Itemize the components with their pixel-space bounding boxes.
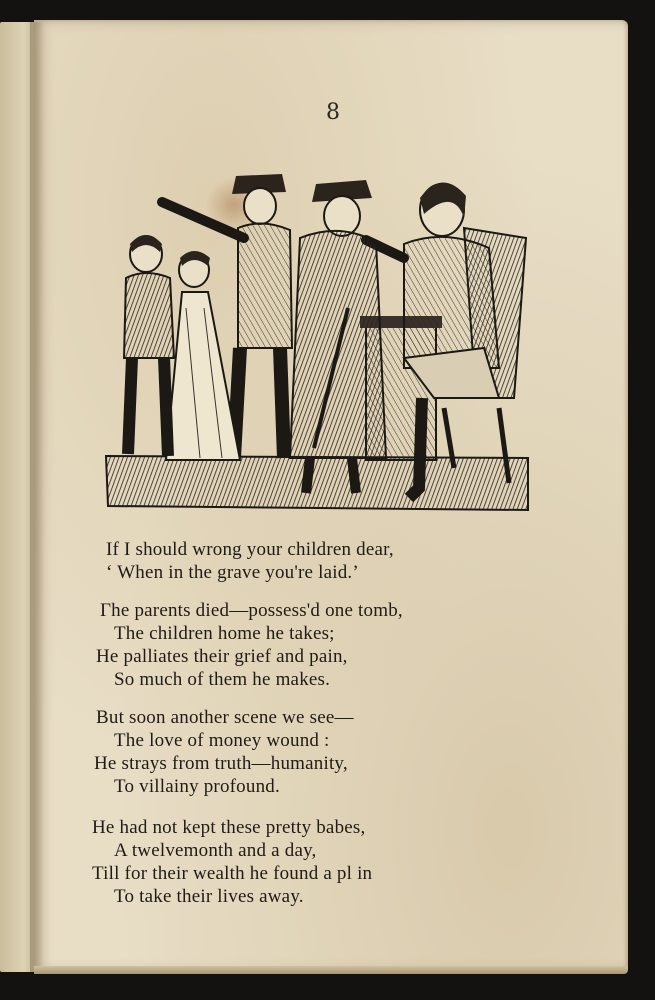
book-gutter: [30, 22, 44, 972]
stanza-4: [92, 816, 512, 908]
verse-line: To take their lives away.: [114, 886, 304, 907]
verse-line: But soon another scene we see—: [96, 707, 354, 728]
verse-line: If I should wrong your children dear,: [106, 539, 394, 560]
verse-line: A twelvemonth and a day,: [114, 840, 317, 861]
floor-shading: [106, 456, 528, 510]
verse-line: So much of them he makes.: [114, 669, 331, 690]
verse-line: To villainy profound.: [114, 776, 280, 797]
verse-line: He had not kept these pretty babes,: [92, 817, 366, 838]
stanza-3: [92, 706, 512, 798]
verse-line: ‘ When in the grave you're laid.’: [106, 562, 359, 583]
verse-line: The children home he takes;: [114, 623, 335, 644]
page-number: 8: [326, 100, 340, 125]
woodcut-illustration-icon: [104, 158, 530, 514]
stanza-2: [92, 599, 512, 691]
verse-line: He palliates their grief and pain,: [96, 646, 348, 667]
girl-figure: [166, 251, 240, 460]
boy-figure: [124, 235, 174, 456]
verse-line: The love of money wound :: [114, 730, 330, 751]
old-man-with-cane-figure: [290, 180, 386, 493]
verse-line: He strays from truth—humanity,: [94, 753, 348, 774]
stanza-1: [92, 538, 512, 584]
verse-line: Гhe parents died—possess'd one tomb,: [100, 600, 403, 621]
verse-line: Till for their wealth he found a pl in: [92, 863, 373, 884]
page-bottom-edge: [34, 966, 628, 974]
